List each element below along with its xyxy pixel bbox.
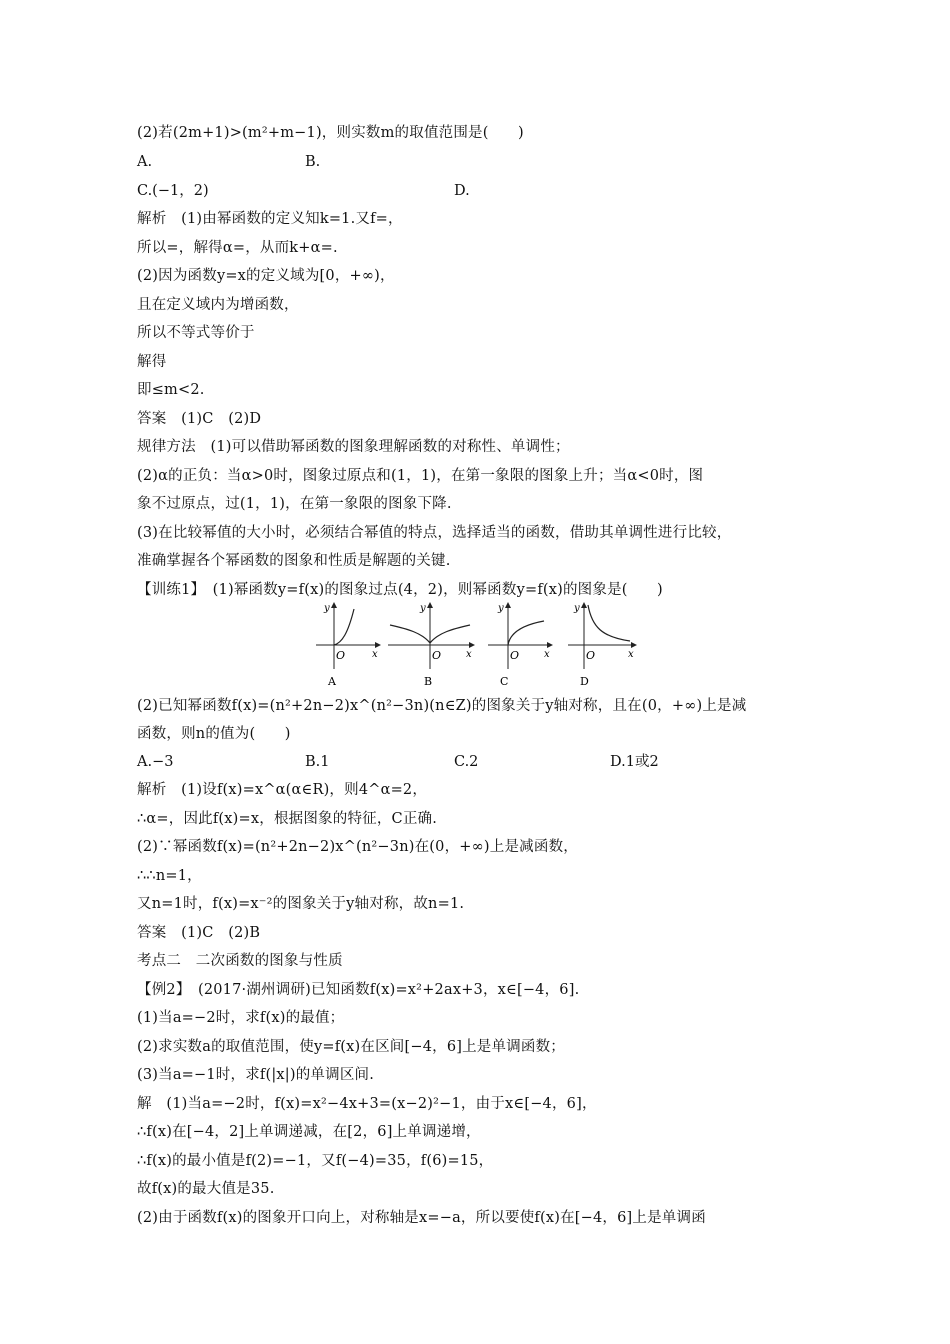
analysis-line: 所以不等式等价于	[137, 325, 255, 341]
x-axis-label: x	[544, 649, 550, 660]
method-line: (2)α的正负：当α>0时，图象过原点和(1，1)，在第一象限的图象上升；当α<0时，图	[137, 468, 704, 484]
x-axis-label: x	[466, 649, 472, 660]
analysis-line: ∴∴n=1，	[137, 868, 202, 884]
method-line: (3)在比较幂值的大小时，必须结合幂值的特点，选择适当的函数，借助其单调性进行比较，	[137, 525, 732, 541]
solution-line: ∴f(x)在[−4，2]上单调递减，在[2，6]上单调递增，	[137, 1124, 481, 1140]
question-line: (2)已知幂函数f(x)=(n²+2n−2)x^(n²−3n)(n∈Z)的图象关于y轴对称，且在(0，+∞)上是减	[137, 698, 747, 714]
origin-label: O	[336, 649, 346, 662]
option-d: D.1或2	[610, 754, 659, 770]
analysis-line: (2)因为函数y=x的定义域为[0，+∞)，	[137, 268, 395, 284]
analysis-line: 且在定义域内为增函数，	[137, 297, 299, 313]
answer-line: 答案 (1)C (2)D	[137, 411, 262, 427]
graph-a-label: A	[328, 675, 336, 688]
graph-c	[488, 603, 552, 688]
y-axis-label: y	[324, 603, 330, 614]
origin-label: O	[510, 649, 520, 662]
method-line: 规律方法 (1)可以借助幂函数的图象理解函数的对称性、单调性；	[137, 439, 570, 455]
example-line: (2)求实数a的取值范围，使y=f(x)在区间[−4，6]上是单调函数；	[137, 1039, 565, 1055]
option-c: C.2	[454, 754, 479, 770]
analysis-line: 解析 (1)设f(x)=x^α(α∈R)，则4^α=2，	[137, 782, 428, 798]
solution-line: 故f(x)的最大值是35.	[137, 1181, 275, 1197]
method-line: 准确掌握各个幂函数的图象和性质是解题的关键.	[137, 553, 451, 569]
origin-label: O	[586, 649, 596, 662]
power-function-graphs	[312, 597, 642, 689]
option-b: B.1	[305, 754, 330, 770]
graph-c-label: C	[500, 675, 509, 688]
option-a: A.	[137, 154, 153, 170]
x-axis-label: x	[628, 649, 634, 660]
y-axis-label: y	[420, 603, 426, 614]
example-line: (1)当a=−2时，求f(x)的最值；	[137, 1010, 345, 1026]
question-2: (2)若(2m+1)>(m²+m−1)，则实数m的取值范围是( )	[137, 125, 524, 141]
option-d: D.	[454, 183, 470, 199]
section-heading: 考点二 二次函数的图象与性质	[137, 953, 343, 969]
example-line: (3)当a=−1时，求f(|x|)的单调区间.	[137, 1067, 375, 1083]
exercise-1-title: 【训练1】 (1)幂函数y=f(x)的图象过点(4，2)，则幂函数y=f(x)的图象是( )	[137, 582, 663, 598]
origin-label: O	[432, 649, 442, 662]
x-axis-label: x	[372, 649, 378, 660]
analysis-line: 又n=1时，f(x)=x⁻²的图象关于y轴对称，故n=1.	[137, 896, 465, 912]
analysis-line: (2)∵幂函数f(x)=(n²+2n−2)x^(n²−3n)在(0，+∞)上是减函数，	[137, 839, 578, 855]
question-line: 函数，则n的值为( )	[137, 726, 291, 742]
option-b: B.	[305, 154, 321, 170]
y-axis-label: y	[574, 603, 580, 614]
analysis-line: ∴α=，因此f(x)=x，根据图象的特征，C正确.	[137, 811, 438, 827]
analysis-line: 解得	[137, 354, 167, 370]
option-a: A.−3	[137, 754, 174, 770]
solution-line: 解 (1)当a=−2时，f(x)=x²−4x+3=(x−2)²−1，由于x∈[−4，6]，	[137, 1096, 597, 1112]
analysis-line: 即≤m<2.	[137, 382, 205, 398]
y-axis-label: y	[498, 603, 504, 614]
graph-b-label: B	[424, 675, 433, 688]
graph-b	[388, 603, 474, 688]
answer-line: 答案 (1)C (2)B	[137, 925, 261, 941]
solution-line: (2)由于函数f(x)的图象开口向上，对称轴是x=−a，所以要使f(x)在[−4，6]上是单调函	[137, 1210, 706, 1226]
analysis-line: 解析 (1)由幂函数的定义知k=1.又f=，	[137, 211, 403, 227]
option-c: C.(−1，2)	[137, 183, 209, 199]
graph-d-label: D	[580, 675, 589, 688]
graph-a	[316, 603, 380, 688]
solution-line: ∴f(x)的最小值是f(2)=−1，又f(−4)=35，f(6)=15，	[137, 1153, 494, 1169]
example-2-title: 【例2】 (2017·湖州调研)已知函数f(x)=x²+2ax+3，x∈[−4，6].	[137, 982, 580, 998]
method-line: 象不过原点，过(1，1)，在第一象限的图象下降.	[137, 496, 452, 512]
analysis-line: 所以=，解得α=，从而k+α=.	[137, 240, 338, 256]
graph-d	[568, 603, 636, 688]
